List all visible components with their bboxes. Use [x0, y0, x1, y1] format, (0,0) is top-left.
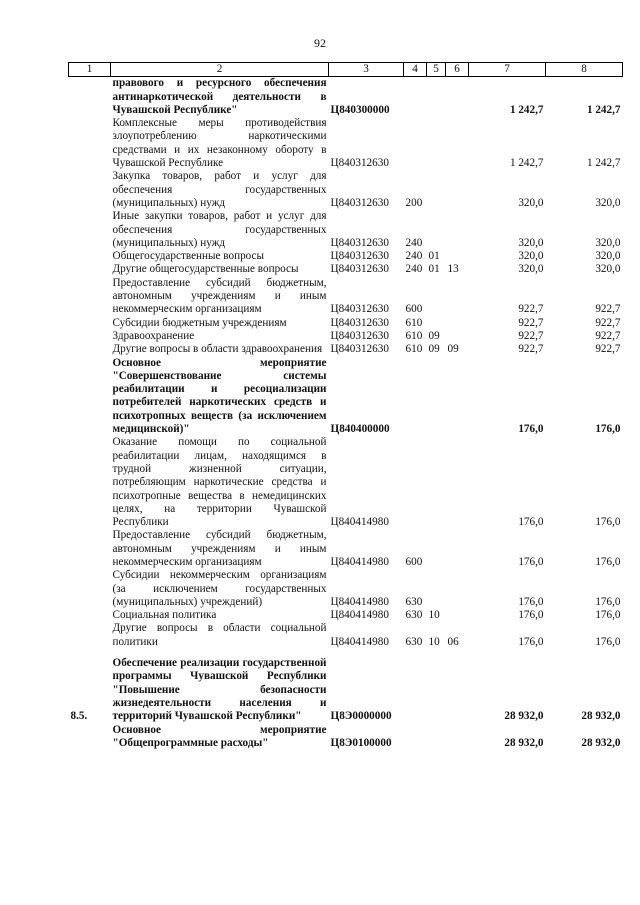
row-section [427, 277, 446, 317]
row-number [69, 210, 111, 250]
row-amount-1: 922,7 [518, 316, 544, 329]
table-row [69, 210, 623, 250]
row-name: Основное мероприятие "Совершенствование системы реабилитации и ресоциализации потребителей наркотических средств и психотропных веществ (за исключением медицинской)" [112, 356, 327, 436]
row-number [69, 343, 111, 356]
row-expense-type: 630 [405, 609, 423, 622]
row-name: Предоставление субсидий бюджетным, автономным учреждениям и иным некоммерческим организациям [112, 529, 327, 568]
header-row [69, 63, 623, 77]
row-amount-1: 176,0 [518, 516, 544, 529]
row-code: Ц840312630 [330, 196, 389, 209]
row-amount-1: 28 932,0 [504, 710, 544, 723]
row-subsection [446, 357, 469, 437]
row-section [427, 317, 446, 330]
row-code: Ц840312630 [330, 316, 389, 329]
row-number [69, 357, 111, 437]
row-name: Оказание помощи по социальной реабилитации лицам, находящимся в трудной жизненной ситуации, потребляющим наркотические средства и психотропные вещества в немедицинских целях, на территории Чувашской Республики [112, 436, 327, 529]
row-section [427, 170, 446, 210]
table-row [69, 330, 623, 343]
row-number [69, 436, 111, 529]
row-number [69, 622, 111, 649]
row-number: 8.5. [70, 710, 88, 723]
table-row [69, 436, 623, 529]
row-amount-1: 28 932,0 [504, 736, 544, 749]
table-row [69, 277, 623, 317]
row-amount-2: 922,7 [595, 316, 621, 329]
table-row [69, 357, 623, 437]
row-section: 01 [428, 263, 440, 276]
row-expense-type: 630 [405, 595, 423, 608]
row-amount-2: 28 932,0 [581, 736, 621, 749]
header-col-8: 8 [546, 63, 623, 77]
row-expense-type [404, 117, 427, 170]
row-expense-type [404, 357, 427, 437]
row-amount-1: 1 242,7 [509, 157, 544, 170]
row-number [69, 77, 111, 117]
row-expense-type: 600 [405, 303, 423, 316]
row-amount-1: 320,0 [518, 196, 544, 209]
table-row [69, 569, 623, 609]
row-amount-2: 922,7 [595, 343, 621, 356]
row-amount-2: 1 242,7 [586, 103, 621, 116]
row-expense-type: 200 [405, 196, 423, 209]
table-row [69, 77, 623, 117]
table-row [69, 250, 623, 263]
row-amount-2: 320,0 [595, 236, 621, 249]
row-number [69, 330, 111, 343]
row-code: Ц840312630 [330, 250, 389, 263]
row-name: Социальная политика [112, 609, 217, 622]
row-section [427, 649, 446, 723]
row-name: Здравоохранение [112, 329, 195, 342]
page-number: 92 [314, 36, 326, 50]
row-name: правового и ресурсного обеспечения антинаркотической деятельности в Чувашской Республике" [112, 77, 327, 116]
row-number [69, 263, 111, 276]
row-number [69, 317, 111, 330]
row-amount-2: 176,0 [595, 635, 621, 648]
row-amount-2: 922,7 [595, 303, 621, 316]
header-col-4: 4 [404, 63, 427, 77]
row-section [427, 77, 446, 117]
row-number [69, 724, 111, 751]
row-amount-1: 922,7 [518, 303, 544, 316]
row-name: Общегосударственные вопросы [112, 250, 265, 263]
row-subsection [446, 330, 469, 343]
table-row [69, 170, 623, 210]
row-subsection [446, 609, 469, 622]
row-code: Ц840400000 [330, 423, 390, 436]
row-subsection [446, 317, 469, 330]
row-section: 09 [428, 343, 440, 356]
row-amount-1: 176,0 [518, 555, 544, 568]
row-section: 10 [428, 609, 440, 622]
row-code: Ц840414980 [330, 635, 389, 648]
row-subsection: 09 [447, 343, 459, 356]
table-row [69, 317, 623, 330]
row-subsection [446, 724, 469, 751]
header-col-2: 2 [111, 63, 329, 77]
row-subsection [446, 277, 469, 317]
row-section [427, 357, 446, 437]
row-amount-2: 320,0 [595, 250, 621, 263]
row-code: Ц8Э0000000 [330, 710, 392, 723]
table-row [69, 609, 623, 622]
table-row [69, 724, 623, 751]
row-expense-type: 240 [405, 236, 423, 249]
row-amount-2: 1 242,7 [586, 157, 621, 170]
table-row [69, 343, 623, 356]
row-subsection [446, 436, 469, 529]
row-expense-type [404, 436, 427, 529]
row-section [427, 569, 446, 609]
row-code: Ц840414980 [330, 595, 389, 608]
header-col-5: 5 [427, 63, 446, 77]
row-section: 09 [428, 329, 440, 342]
row-name: Другие вопросы в области здравоохранения [112, 343, 323, 356]
row-name: Субсидии некоммерческим организациям (за исключением государственных (муниципальных) учреждений) [112, 569, 327, 608]
row-name: Другие общегосударственные вопросы [112, 263, 299, 276]
row-expense-type: 240 [405, 250, 423, 263]
row-code: Ц840312630 [330, 343, 389, 356]
row-subsection [446, 117, 469, 170]
row-amount-2: 176,0 [595, 423, 621, 436]
header-col-1: 1 [69, 63, 111, 77]
row-number [69, 529, 111, 569]
row-amount-2: 176,0 [595, 609, 621, 622]
row-name: Комплексные меры противодействия злоупотреблению наркотическими средствами и их незаконному обороту в Чувашской Республике [112, 117, 327, 170]
row-code: Ц840414980 [330, 555, 389, 568]
row-amount-2: 320,0 [595, 263, 621, 276]
row-code: Ц840414980 [330, 516, 389, 529]
row-section: 01 [428, 250, 440, 263]
row-code: Ц840414980 [330, 609, 389, 622]
row-amount-1: 320,0 [518, 236, 544, 249]
row-amount-1: 922,7 [518, 329, 544, 342]
row-amount-1: 922,7 [518, 343, 544, 356]
row-expense-type [404, 724, 427, 751]
row-number [69, 250, 111, 263]
row-amount-2: 320,0 [595, 196, 621, 209]
row-code: Ц840300000 [330, 103, 390, 116]
row-name: Субсидии бюджетным учреждениям [112, 316, 287, 329]
row-section: 10 [428, 635, 440, 648]
row-name: Другие вопросы в области социальной политики [112, 622, 327, 648]
table-row [69, 649, 623, 723]
table-row [69, 529, 623, 569]
row-amount-2: 28 932,0 [581, 710, 621, 723]
table-row [69, 117, 623, 170]
header-col-3: 3 [329, 63, 404, 77]
row-subsection [446, 569, 469, 609]
row-subsection [446, 250, 469, 263]
row-amount-1: 176,0 [518, 609, 544, 622]
row-code: Ц840312630 [330, 157, 389, 170]
row-name: Иные закупки товаров, работ и услуг для обеспечения государственных (муниципальных) нужд [112, 210, 327, 249]
row-section [427, 436, 446, 529]
row-name: Закупка товаров, работ и услуг для обеспечения государственных (муниципальных) нужд [112, 170, 327, 209]
row-amount-2: 176,0 [595, 595, 621, 608]
row-number [69, 609, 111, 622]
header-col-7: 7 [469, 63, 546, 77]
table-row [69, 622, 623, 649]
row-amount-1: 176,0 [518, 423, 544, 436]
row-subsection [446, 77, 469, 117]
row-expense-type [404, 77, 427, 117]
row-amount-2: 922,7 [595, 329, 621, 342]
row-subsection [446, 529, 469, 569]
row-expense-type: 610 [405, 329, 423, 342]
row-subsection [446, 170, 469, 210]
budget-table [68, 62, 623, 750]
row-expense-type: 610 [405, 343, 423, 356]
row-section [427, 529, 446, 569]
row-expense-type: 630 [405, 635, 423, 648]
row-number [69, 170, 111, 210]
row-subsection: 13 [447, 263, 459, 276]
row-amount-1: 320,0 [518, 250, 544, 263]
row-amount-1: 320,0 [518, 263, 544, 276]
row-expense-type: 600 [405, 555, 423, 568]
row-expense-type: 240 [405, 263, 423, 276]
row-section [427, 117, 446, 170]
row-expense-type: 610 [405, 316, 423, 329]
row-amount-1: 176,0 [518, 635, 544, 648]
row-amount-2: 176,0 [595, 516, 621, 529]
row-expense-type [404, 649, 427, 723]
row-name: Обеспечение реализации государственной программы Чувашской Республики "Повышение безопасности жизнедеятельности населения и территорий Чувашской Республики" [112, 657, 327, 723]
row-code: Ц8Э0100000 [330, 736, 392, 749]
table-row [69, 263, 623, 276]
row-code: Ц840312630 [330, 303, 389, 316]
row-name: Предоставление субсидий бюджетным, автономным учреждениям и иным некоммерческим организациям [112, 276, 327, 316]
row-number [69, 117, 111, 170]
row-name: Основное мероприятие "Общепрограммные расходы" [112, 723, 327, 749]
row-subsection [446, 649, 469, 723]
row-section [427, 724, 446, 751]
row-amount-2: 176,0 [595, 555, 621, 568]
row-subsection: 06 [447, 635, 459, 648]
row-section [427, 210, 446, 250]
row-subsection [446, 210, 469, 250]
row-number [69, 569, 111, 609]
header-col-6: 6 [446, 63, 469, 77]
row-number [69, 277, 111, 317]
row-amount-1: 176,0 [518, 595, 544, 608]
row-code: Ц840312630 [330, 236, 389, 249]
row-code: Ц840312630 [330, 263, 389, 276]
row-code: Ц840312630 [330, 329, 389, 342]
row-amount-1: 1 242,7 [509, 103, 544, 116]
